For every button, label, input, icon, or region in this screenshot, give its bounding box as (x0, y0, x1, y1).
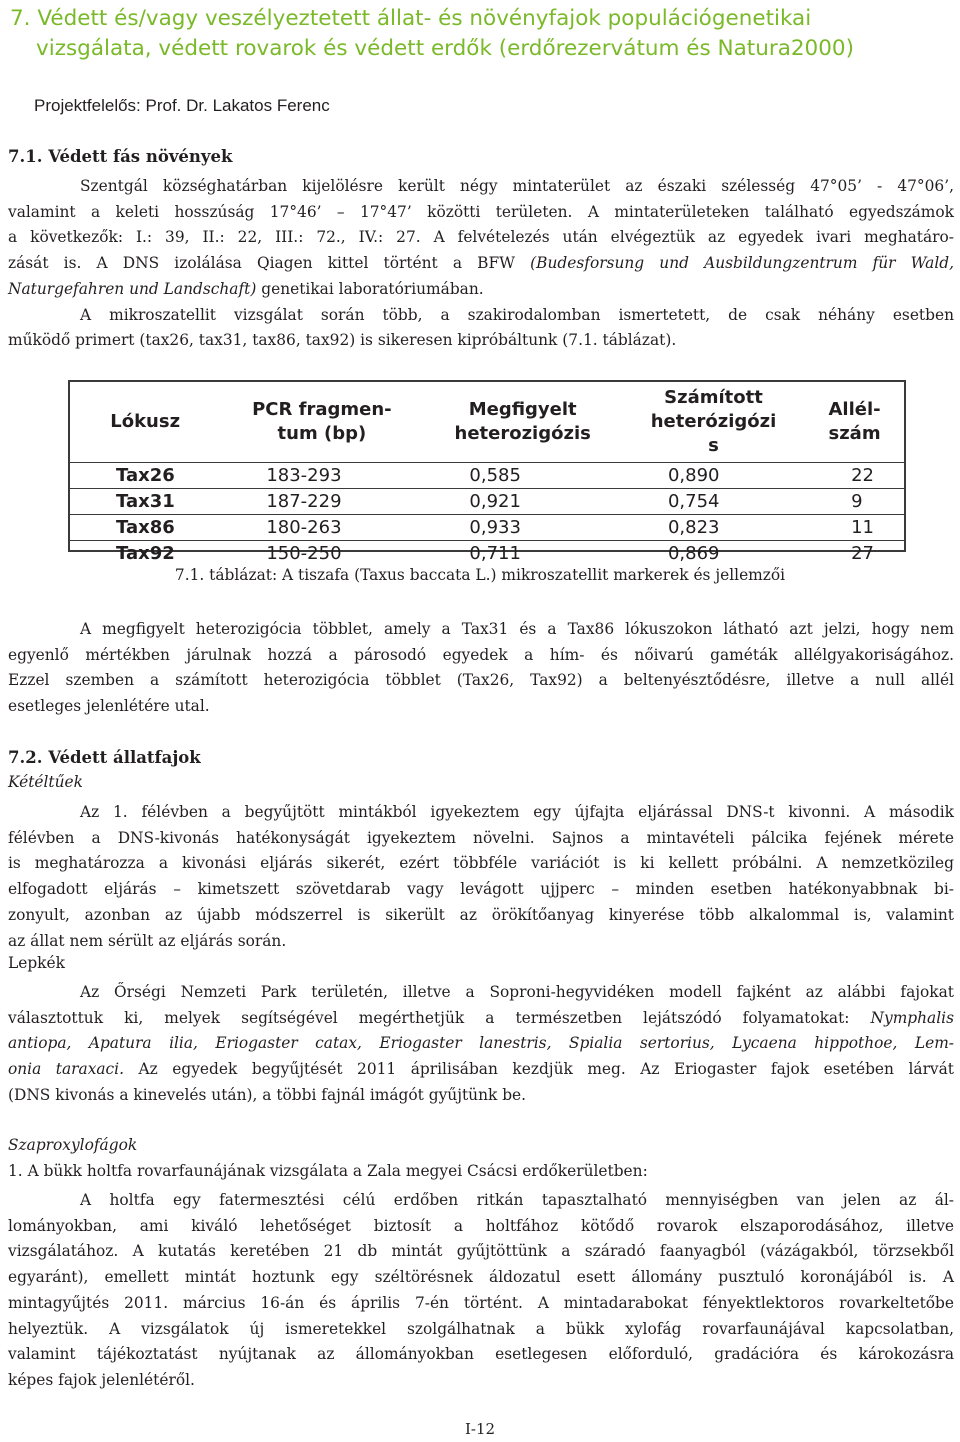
text-line: helyeztük. A vizsgálatok új ismeretekkel szolgálhatnak a bükk xylofág rovarfaunájával kapcsolatban, (8, 1319, 954, 1338)
page-number: I-12 (464, 1420, 496, 1438)
species-name: Nymphalis (870, 1008, 954, 1027)
institute-name-cont: Naturgefahren und Landschaft) (8, 279, 257, 298)
cell: Tax86 (70, 515, 220, 541)
subheading-butterflies: Lepkék (8, 954, 65, 972)
text-line: egyenlő mértékben járulnak hozzá a párosodó egyedek a hím- és nőivarú gaméták allélgyakoriságához. (8, 645, 954, 664)
cell: Tax26 (70, 463, 220, 489)
cell: 187-229 (220, 489, 423, 515)
cell: 0,754 (622, 489, 805, 515)
table-header-row (70, 382, 904, 463)
text-line: Az Őrségi Nemzeti Park területén, illetve a Soproni-hegyvidéken modell fajként az alábbi fajokat (80, 983, 954, 1001)
cell: 150-250 (220, 541, 423, 567)
header-observed: Megfigyelt heterozigózis (454, 399, 591, 444)
text-line: képes fajok jelenlétéről. (8, 1370, 195, 1389)
cell: 0,823 (622, 515, 805, 541)
table-caption: 7.1. táblázat: A tiszafa (Taxus baccata L.) mikroszatellit markerek és jellemzői (174, 566, 786, 584)
text-line: egyaránt), emellett mintát hoztunk egy széltörésnek áldozatul esett állomány pusztuló koronájából is. A (8, 1268, 954, 1287)
text-line: zását is. A DNS izolálása Qiagen kittel történt a BFW (8, 254, 515, 273)
text-line: félévben a DNS-kivonás hatékonyságát igyekeztem növelni. Sajnos a mintavételi pálcika fejének mérete (8, 828, 954, 847)
text-line: Szentgál községhatárban kijelölésre került négy mintaterület az északi szélesség 47°05’ - 47°06’, (80, 177, 954, 195)
header-pcr: PCR fragmen- tum (bp) (252, 399, 392, 444)
text-line: esetleges jelenlétére utal. (8, 697, 210, 716)
paragraph-intro (8, 174, 954, 354)
text-line: is meghatározza a kivonási eljárás sikerét, ezért többféle variációt is ki kellett próbálni. A nemzetközileg (8, 854, 954, 873)
cell: 22 (805, 463, 904, 489)
cell: 0,869 (622, 541, 805, 567)
cell: 11 (805, 515, 904, 541)
cell: 183-293 (220, 463, 423, 489)
text-line: elfogadott eljárás – kimetszett szövetdarab vagy levágott ujjperc – minden esetben hatékonyabbnak bi- (8, 880, 954, 899)
text-line: A mikroszatellit vizsgálat során több, a szakirodalomban ismertetett, de csak néhány esetben (80, 305, 954, 324)
item-1-heading: 1. A bükk holtfa rovarfaunájának vizsgálata a Zala megyei Csácsi erdőkerületben: (8, 1162, 648, 1180)
text-line: vizsgálatához. A kutatás keretében 21 db mintát gyűjtöttünk a száradó faanyagból (vázágakból, törzsekből (8, 1242, 954, 1261)
table-row (70, 489, 904, 515)
text-line: Ezzel szemben a számított heterozigócia többlet (Tax26, Tax92) a beltenyésztődésre, illetve a null allél (8, 671, 954, 690)
table-row (70, 463, 904, 489)
section-heading-7-2: 7.2. Védett állatfajok (8, 748, 201, 767)
project-responsible: Projektfelelős: Prof. Dr. Lakatos Ferenc (34, 96, 330, 115)
chapter-title-line2: vizsgálata, védett rovarok és védett erdők (erdőrezervátum és Natura2000) (36, 36, 854, 61)
species-name: onia taraxaci. (8, 1060, 124, 1079)
table-row (70, 515, 904, 541)
cell: 0,921 (423, 489, 622, 515)
cell: 0,933 (423, 515, 622, 541)
text-line: genetikai laboratóriumában. (261, 279, 484, 298)
text-line: Az egyedek begyűjtését 2011 áprilisában kezdjük meg. Az Eriogaster fajok esetében lárvát (138, 1060, 954, 1079)
header-expected: Számított heterózigózi s (650, 387, 777, 456)
section-heading-7-1: 7.1. Védett fás növények (8, 147, 233, 166)
cell: 180-263 (220, 515, 423, 541)
text-line: zonyult, azonban az újabb módszerrel is sikerült az örökítőanyag kinyerése több alkalommal is, valamint (8, 905, 954, 924)
text-line: A megfigyelt heterozigócia többlet, amely a Tax31 és a Tax86 lókuszokon látható azt jelzi, hogy nem (80, 620, 954, 638)
species-list: antiopa, Apatura ilia, Eriogaster catax, Eriogaster lanestris, Spialia sertorius, Lycaena hippothoe, Lem- (8, 1034, 954, 1053)
cell: Tax31 (70, 489, 220, 515)
cell: 0,711 (423, 541, 622, 567)
table-row (70, 541, 904, 567)
text-line: a következők: I.: 39, II.: 22, III.: 72., IV.: 27. A felvételezés után elvégeztük az egyedek ivari meghatáro- (8, 228, 954, 247)
text-line: valamint tájékoztatást nyújtanak az állományokban esetlegesen előforduló, gradációra és károkozásra (8, 1345, 954, 1364)
text-line: választottuk ki, melyek segítségével megérthetjük a természetben lejátszódó folyamatokat: (8, 1008, 850, 1027)
text-line: Az 1. félévben a begyűjtött mintákból igyekeztem egy újfajta eljárással DNS-t kivonni. A második (80, 803, 954, 821)
paragraph-beech-deadwood (8, 1188, 954, 1394)
cell: 0,585 (423, 463, 622, 489)
header-locus: Lókusz (110, 411, 181, 432)
institute-name: (Budesforsung und Ausbildungzentrum für Wald, (530, 254, 954, 273)
cell: 27 (805, 541, 904, 567)
chapter-title-line1: 7. Védett és/vagy veszélyeztetett állat- és növényfajok populációgenetikai (10, 6, 812, 31)
cell: Tax92 (70, 541, 220, 567)
subheading-saproxylophages: Szaproxylofágok (8, 1136, 138, 1154)
text-line: az állat nem sérült az eljárás során. (8, 931, 287, 950)
cell: 0,890 (622, 463, 805, 489)
text-line: mintagyűjtés 2011. március 16-án és április 7-én történt. A mintadarabokat fényektlektoros rovarkeltetőbe (8, 1293, 954, 1312)
chapter-title (10, 4, 955, 64)
text-line: A holtfa egy fatermesztési célú erdőben ritkán tapasztalható mennyiségben van jelen az ál- (80, 1191, 954, 1209)
text-line: (DNS kivonás a kinevelés után), a többi fajnál imágót gyűjtünk be. (8, 1085, 527, 1104)
text-line: működő primert (tax26, tax31, tax86, tax92) is sikeresen kipróbáltunk (7.1. táblázat). (8, 331, 677, 350)
paragraph-heterozygosity (8, 617, 954, 720)
text-line: lományokban, ami kiváló lehetőséget biztosít a holtfához kötődő rovarok elszaporodásához, illetve (8, 1216, 954, 1235)
paragraph-amphibians (8, 800, 954, 954)
cell: 9 (805, 489, 904, 515)
paragraph-butterflies (8, 980, 954, 1109)
text-line: valamint a keleti hosszúság 17°46’ – 17°47’ közötti területen. A mintaterületeken található egyedszámok (8, 202, 954, 221)
microsatellite-table (68, 380, 906, 564)
subheading-amphibians: Kétéltűek (8, 773, 83, 791)
header-allele-count: Allél- szám (828, 399, 881, 444)
